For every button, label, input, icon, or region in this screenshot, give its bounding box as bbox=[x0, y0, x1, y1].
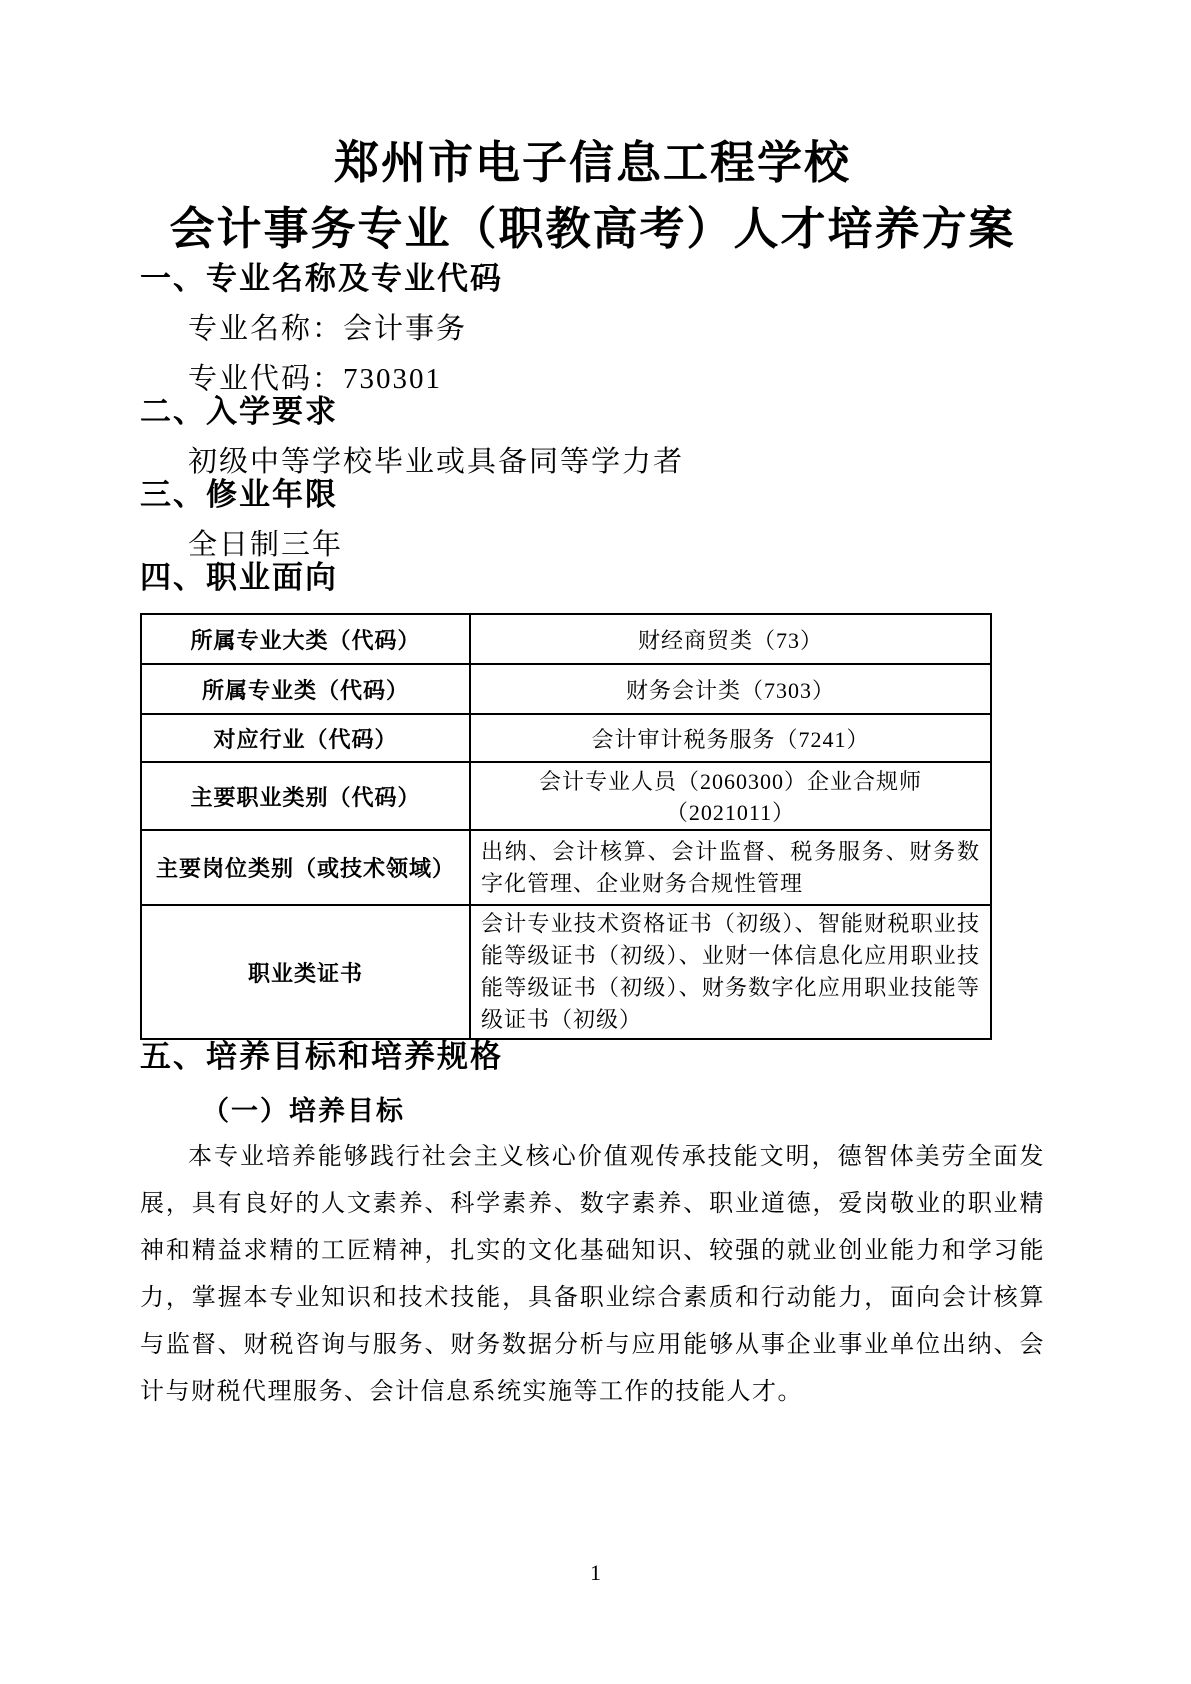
study-duration-line: 全日制三年 bbox=[188, 529, 344, 561]
table-row bbox=[141, 664, 991, 714]
table-row-value: 会计审计税务服务（7241） bbox=[470, 714, 991, 762]
table-row-value: 财务会计类（7303） bbox=[470, 664, 991, 714]
table-row bbox=[141, 614, 991, 664]
table-row-label: 对应行业（代码） bbox=[141, 714, 470, 762]
table-row-label: 主要岗位类别（或技术领域） bbox=[141, 830, 470, 905]
document-title-line1: 郑州市电子信息工程学校 bbox=[333, 138, 851, 188]
table-row-label: 职业类证书 bbox=[141, 905, 470, 1039]
table-row-value: 财经商贸类（73） bbox=[470, 614, 991, 664]
table-row-label: 主要职业类别（代码） bbox=[141, 762, 470, 830]
table-row-value: 会计专业技术资格证书（初级）、智能财税职业技能等级证书（初级）、业财一体信息化应用职业技能等级证书（初级）、财务数字化应用职业技能等级证书（初级） bbox=[470, 905, 991, 1039]
career-orientation-table bbox=[140, 613, 992, 1040]
table-row-label: 所属专业大类（代码） bbox=[141, 614, 470, 664]
table-row bbox=[141, 762, 991, 830]
section-heading-2: 二、入学要求 bbox=[140, 394, 338, 429]
major-name-line: 专业名称：会计事务 bbox=[188, 313, 468, 345]
table-row bbox=[141, 830, 991, 905]
section-heading-4: 四、职业面向 bbox=[140, 560, 338, 595]
document-title bbox=[140, 130, 1045, 262]
training-objective-paragraph: 本专业培养能够践行社会主义核心价值观传承技能文明，德智体美劳全面发展，具有良好的人文素养、科学素养、数字素养、职业道德，爱岗敬业的职业精神和精益求精的工匠精神，扎实的文化基础知识、较强的就业创业能力和学习能力，掌握本专业知识和技术技能，具备职业综合素质和行动能力，面向会计核算与监督、财税咨询与服务、财务数据分析与应用能够从事企业事业单位出纳、会计与财税代理服务、会计信息系统实施等工作的技能人才。 bbox=[140, 1144, 1045, 1405]
section-heading-3: 三、修业年限 bbox=[140, 477, 338, 512]
page-number: 1 bbox=[590, 1560, 601, 1585]
table-row-value: 出纳、会计核算、会计监督、税务服务、财务数字化管理、企业财务合规性管理 bbox=[470, 830, 991, 905]
major-code-line: 专业代码：730301 bbox=[188, 363, 443, 395]
section-heading-1: 一、专业名称及专业代码 bbox=[140, 261, 503, 296]
section-heading-5: 五、培养目标和培养规格 bbox=[140, 1039, 503, 1074]
entry-requirement-line: 初级中等学校毕业或具备同等学力者 bbox=[188, 446, 685, 478]
subsection-heading-training-objective: （一）培养目标 bbox=[202, 1096, 405, 1126]
table-row-label: 所属专业类（代码） bbox=[141, 664, 470, 714]
document-title-line2: 会计事务专业（职教高考）人才培养方案 bbox=[169, 204, 1016, 254]
table-row bbox=[141, 714, 991, 762]
table-row-value: 会计专业人员（2060300）企业合规师（2021011） bbox=[470, 762, 991, 830]
table-row bbox=[141, 905, 991, 1039]
